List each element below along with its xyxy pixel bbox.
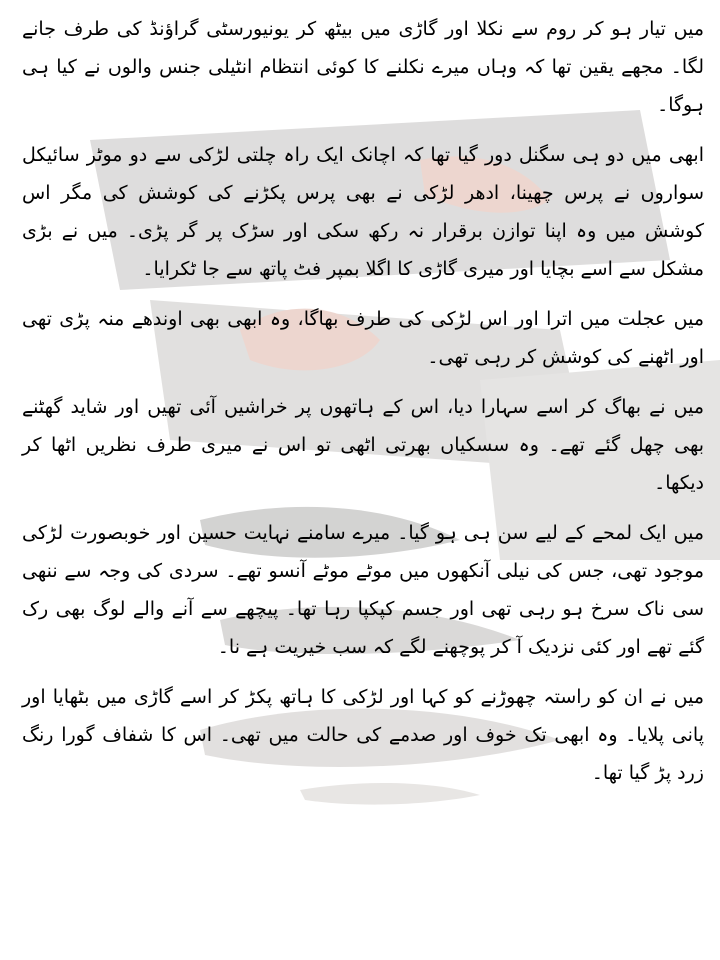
paragraph-6: میں نے ان کو راستہ چھوڑنے کو کہا اور لڑکی کا ہاتھ پکڑ کر اسے گاڑی میں بٹھایا اور پانی پلایا۔ وہ ابھی تک خوف اور صدمے کی حالت میں تھی۔ اس کا شفاف گورا رنگ زرد پڑ گیا تھا۔ <box>22 686 704 784</box>
paragraph-3: میں عجلت میں اترا اور اس لڑکی کی طرف بھاگا، وہ ابھی بھی اوندھے منہ پڑی تھی اور اٹھنے کی کوشش کر رہی تھی۔ <box>22 308 704 368</box>
paragraph-1: میں تیار ہو کر روم سے نکلا اور گاڑی میں بیٹھ کر یونیورسٹی گراؤنڈ کی طرف جانے لگا۔ مجھے یقین تھا کہ وہاں میرے نکلنے کا کوئی انتظام انٹیلی جنس والوں نے کیا ہی ہوگا۔ <box>22 18 704 116</box>
paragraph-2: ابھی میں دو ہی سگنل دور گیا تھا کہ اچانک ایک راہ چلتی لڑکی سے دو موٹر سائیکل سواروں نے پرس چھینا، ادھر لڑکی نے بھی پرس پکڑنے کی کوشش کی مگر اس کوشش میں وہ اپنا توازن برقرار نہ رکھ سکی اور سڑک پر گر پڑی۔ میں نے بڑی مشکل سے اسے بچایا اور میری گاڑی کا اگلا بمپر فٹ پاتھ سے جا ٹکرایا۔ <box>22 144 704 280</box>
paragraph-5: میں ایک لمحے کے لیے سن ہی ہو گیا۔ میرے سامنے نہایت حسین اور خوبصورت لڑکی موجود تھی، جس کی نیلی آنکھوں میں موٹے موٹے آنسو تھے۔ سردی کی وجہ سے ننھی سی ناک سرخ ہو رہی تھی اور جسم کپکپا رہا تھا۔ پیچھے سے آنے والے لوگ بھی رک گئے تھے اور کئی نزدیک آ کر پوچھنے لگے کہ سب خیریت ہے نا۔ <box>22 522 704 658</box>
paragraph-4: میں نے بھاگ کر اسے سہارا دیا، اس کے ہاتھوں پر خراشیں آئی تھیں اور شاید گھٹنے بھی چھل گئے تھے۔ وہ سسکیاں بھرتی اٹھی تو اس نے میری طرف نظریں اٹھا کر دیکھا۔ <box>22 396 704 494</box>
article-body <box>22 10 704 804</box>
